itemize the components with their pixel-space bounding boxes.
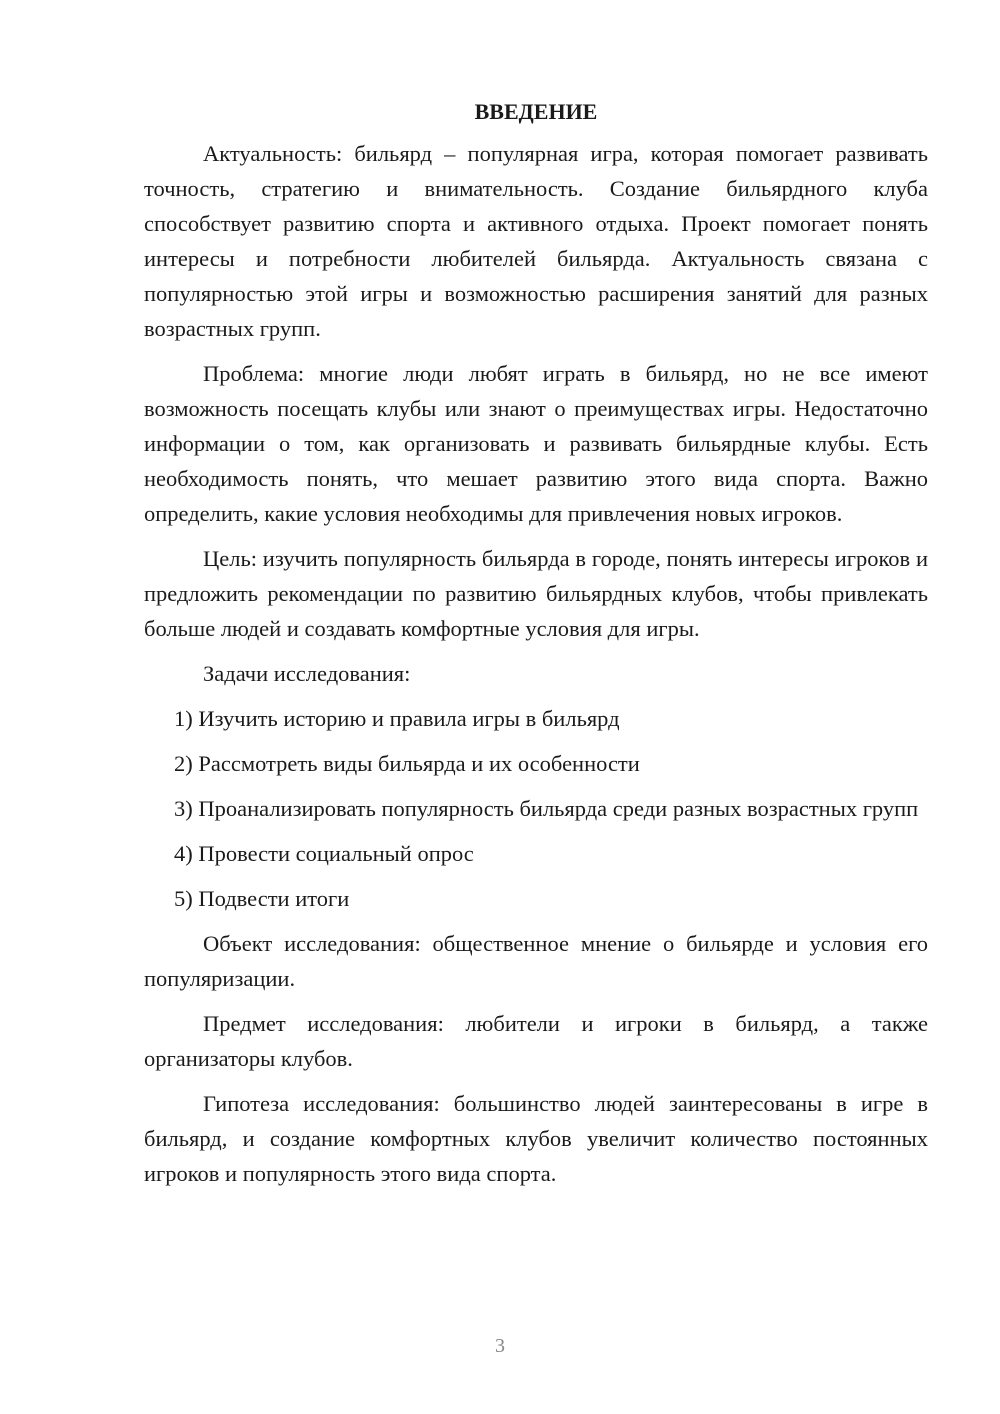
tasks-heading: Задачи исследования: [203, 661, 411, 686]
page-number: 3 [495, 1335, 505, 1357]
paragraph-problem: Проблема: многие люди любят играть в бильярд, но не все имеют возможность посещать клубы или знают о преимуществах игры. Недостаточно информации о том, как организовать и развивать бильярдные клубы. Есть необходимость понять, что мешает развитию этого вида спорта. Важно определить, какие условия необходимы для привлечения новых игроков. [144, 361, 928, 526]
paragraph-hypothesis: Гипотеза исследования: большинство людей заинтересованы в игре в бильярд, и создание комфортных клубов увеличит количество постоянных игроков и популярность этого вида спорта. [144, 1091, 928, 1186]
paragraph-object: Объект исследования: общественное мнение о бильярде и условия его популяризации. [144, 931, 928, 991]
task-item: 5) Подвести итоги [174, 886, 350, 911]
task-item: 2) Рассмотреть виды бильярда и их особенности [174, 751, 640, 776]
paragraph-relevance: Актуальность: бильярд – популярная игра, которая помогает развивать точность, стратегию и внимательность. Создание бильярдного клуба способствует развитию спорта и активного отдыха. Проект помогает понять интересы и потребности любителей бильярда. Актуальность связана с популярностью этой игры и возможностью расширения занятий для разных возрастных групп. [144, 141, 928, 341]
paragraph-goal: Цель: изучить популярность бильярда в городе, понять интересы игроков и предложить рекомендации по развитию бильярдных клубов, чтобы привлекать больше людей и создавать комфортные условия для игры. [144, 546, 928, 641]
task-item: 3) Проанализировать популярность бильярда среди разных возрастных групп [174, 796, 919, 821]
page-title: ВВЕДЕНИЕ [474, 99, 598, 124]
task-item: 1) Изучить историю и правила игры в бильярд [174, 706, 620, 731]
paragraph-subject: Предмет исследования: любители и игроки в бильярд, а также организаторы клубов. [144, 1011, 928, 1071]
task-item: 4) Провести социальный опрос [174, 841, 474, 866]
